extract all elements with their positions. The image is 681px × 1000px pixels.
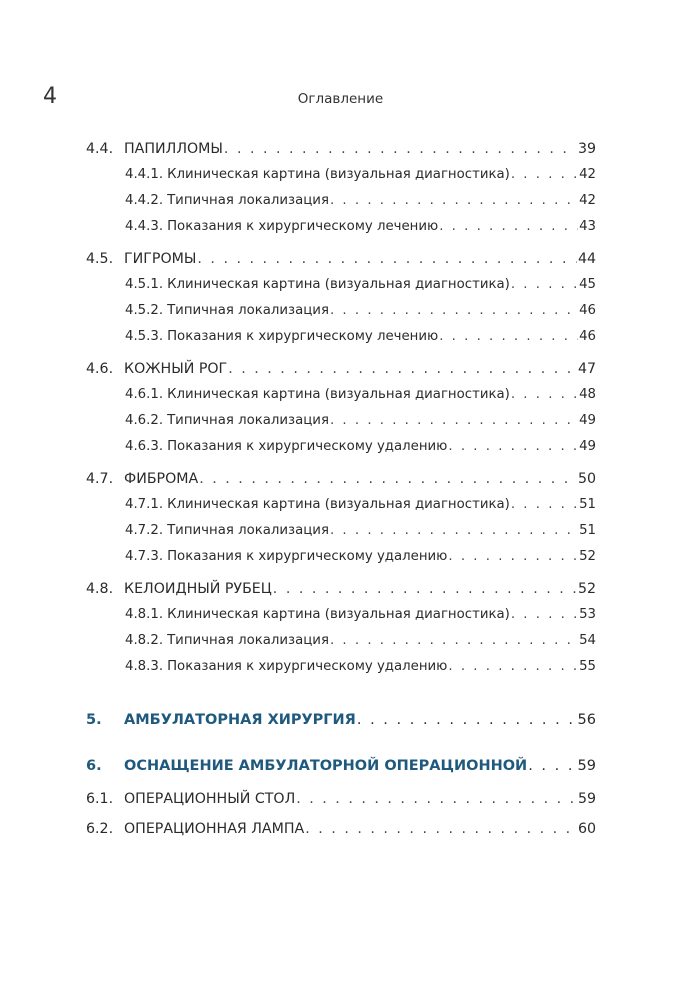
toc-title: КЕЛОИДНЫЙ РУБЕЦ (124, 581, 272, 597)
toc-title: АМБУЛАТОРНАЯ ХИРУРГИЯ (124, 712, 356, 728)
toc-number: 4.7.2. (125, 523, 164, 538)
toc-number: 4.5.1. (125, 277, 164, 292)
toc-page: 52 (579, 549, 596, 564)
toc-page: 50 (577, 471, 596, 487)
toc-subsection-4-4-1[interactable] (86, 162, 596, 188)
toc-number: 4.6. (86, 361, 114, 377)
toc-number: 4.5.3. (125, 329, 164, 344)
toc-page: 45 (579, 277, 596, 292)
toc-section-4-4[interactable] (86, 136, 596, 162)
dot-leader (199, 466, 577, 492)
toc-page: 48 (579, 387, 596, 402)
toc-number: 4.6.2. (125, 413, 164, 428)
toc-number: 5. (86, 712, 102, 728)
toc-subsection-4-5-3[interactable] (86, 324, 596, 350)
dot-leader (439, 214, 578, 240)
running-title: Оглавление (297, 91, 384, 107)
dot-leader (448, 434, 578, 460)
toc-page: 46 (579, 329, 596, 344)
toc-number: 4.8.3. (125, 659, 164, 674)
toc-title: Клиническая картина (визуальная диагностика) (167, 387, 510, 402)
toc-page: 46 (579, 303, 596, 318)
dot-leader (296, 786, 577, 812)
toc-page: 51 (579, 523, 596, 538)
toc-title: ГИГРОМЫ (124, 251, 197, 267)
toc-title: Типичная локализация (167, 193, 329, 208)
toc-number: 4.7. (86, 471, 114, 487)
dot-leader (330, 628, 578, 654)
toc-title: ПАПИЛЛОМЫ (124, 141, 223, 157)
toc-page: 56 (577, 712, 596, 728)
toc-page: 54 (579, 633, 596, 648)
toc-title: ОПЕРАЦИОННАЯ ЛАМПА (124, 821, 305, 837)
toc-title: КОЖНЫЙ РОГ (124, 361, 228, 377)
toc-subsection-4-8-2[interactable] (86, 628, 596, 654)
dot-leader (224, 136, 577, 162)
toc-section-6-1[interactable] (86, 786, 596, 812)
dot-leader (305, 816, 577, 842)
toc-chapter-5[interactable] (86, 706, 596, 734)
toc-section-4-6[interactable] (86, 356, 596, 382)
dot-leader (511, 492, 578, 518)
toc-page: 51 (579, 497, 596, 512)
toc-title: Клиническая картина (визуальная диагностика) (167, 497, 510, 512)
toc-number: 4.4.1. (125, 167, 164, 182)
toc-subsection-4-6-3[interactable] (86, 434, 596, 460)
toc-title: ОПЕРАЦИОННЫЙ СТОЛ (124, 791, 296, 807)
toc-subsection-4-4-2[interactable] (86, 188, 596, 214)
table-of-contents (86, 130, 596, 842)
toc-page: 43 (579, 219, 596, 234)
toc-subsection-4-5-1[interactable] (86, 272, 596, 298)
toc-number: 4.4. (86, 141, 114, 157)
toc-page: 42 (579, 167, 596, 182)
toc-number: 4.8.1. (125, 607, 164, 622)
toc-page: 59 (577, 758, 596, 774)
toc-number: 6.1. (86, 791, 114, 807)
dot-leader (448, 654, 578, 680)
toc-number: 6. (86, 758, 102, 774)
dot-leader (273, 576, 577, 602)
toc-title: Показания к хирургическому лечению (167, 219, 439, 234)
toc-subsection-4-8-3[interactable] (86, 654, 596, 680)
toc-subsection-4-6-1[interactable] (86, 382, 596, 408)
toc-section-4-5[interactable] (86, 246, 596, 272)
toc-title: Типичная локализация (167, 523, 329, 538)
toc-title: Показания к хирургическому удалению (167, 659, 448, 674)
toc-section-4-8[interactable] (86, 576, 596, 602)
toc-number: 4.8.2. (125, 633, 164, 648)
dot-leader (439, 324, 578, 350)
toc-subsection-4-7-1[interactable] (86, 492, 596, 518)
toc-number: 4.5. (86, 251, 114, 267)
toc-page: 47 (577, 361, 596, 377)
toc-subsection-4-4-3[interactable] (86, 214, 596, 240)
toc-number: 4.6.1. (125, 387, 164, 402)
toc-chapter-6[interactable] (86, 752, 596, 780)
dot-leader (511, 602, 578, 628)
toc-page: 52 (577, 581, 596, 597)
toc-subsection-4-5-2[interactable] (86, 298, 596, 324)
toc-title: Показания к хирургическому удалению (167, 439, 448, 454)
dot-leader (330, 518, 578, 544)
dot-leader (228, 356, 577, 382)
toc-subsection-4-8-1[interactable] (86, 602, 596, 628)
dot-leader (357, 706, 577, 734)
toc-subsection-4-6-2[interactable] (86, 408, 596, 434)
toc-page: 44 (577, 251, 596, 267)
toc-title: ОСНАЩЕНИЕ АМБУЛАТОРНОЙ ОПЕРАЦИОННОЙ (124, 758, 528, 774)
toc-page: 59 (577, 791, 596, 807)
page-number: 4 (43, 84, 57, 109)
toc-page: 42 (579, 193, 596, 208)
toc-subsection-4-7-2[interactable] (86, 518, 596, 544)
dot-leader (528, 752, 576, 780)
toc-title: Типичная локализация (167, 633, 329, 648)
toc-title: Показания к хирургическому лечению (167, 329, 439, 344)
dot-leader (511, 162, 578, 188)
dot-leader (197, 246, 577, 272)
toc-number: 4.5.2. (125, 303, 164, 318)
toc-subsection-4-7-3[interactable] (86, 544, 596, 570)
dot-leader (330, 298, 578, 324)
toc-title: Клиническая картина (визуальная диагностика) (167, 607, 510, 622)
toc-title: Показания к хирургическому удалению (167, 549, 448, 564)
dot-leader (511, 382, 578, 408)
toc-number: 4.7.1. (125, 497, 164, 512)
toc-page: 39 (577, 141, 596, 157)
toc-page: 49 (579, 413, 596, 428)
toc-title: Клиническая картина (визуальная диагностика) (167, 277, 510, 292)
toc-page: 49 (579, 439, 596, 454)
dot-leader (330, 188, 578, 214)
toc-page: 53 (579, 607, 596, 622)
toc-number: 4.7.3. (125, 549, 164, 564)
dot-leader (511, 272, 578, 298)
toc-number: 4.4.3. (125, 219, 164, 234)
toc-number: 4.8. (86, 581, 114, 597)
toc-section-4-7[interactable] (86, 466, 596, 492)
toc-number: 6.2. (86, 821, 114, 837)
toc-number: 4.6.3. (125, 439, 164, 454)
toc-number: 4.4.2. (125, 193, 164, 208)
dot-leader (330, 408, 578, 434)
toc-title: Типичная локализация (167, 413, 329, 428)
toc-section-6-2[interactable] (86, 816, 596, 842)
toc-title: ФИБРОМА (124, 471, 199, 487)
toc-page: 60 (577, 821, 596, 837)
toc-title: Типичная локализация (167, 303, 329, 318)
toc-page: 55 (579, 659, 596, 674)
dot-leader (448, 544, 578, 570)
toc-title: Клиническая картина (визуальная диагностика) (167, 167, 510, 182)
